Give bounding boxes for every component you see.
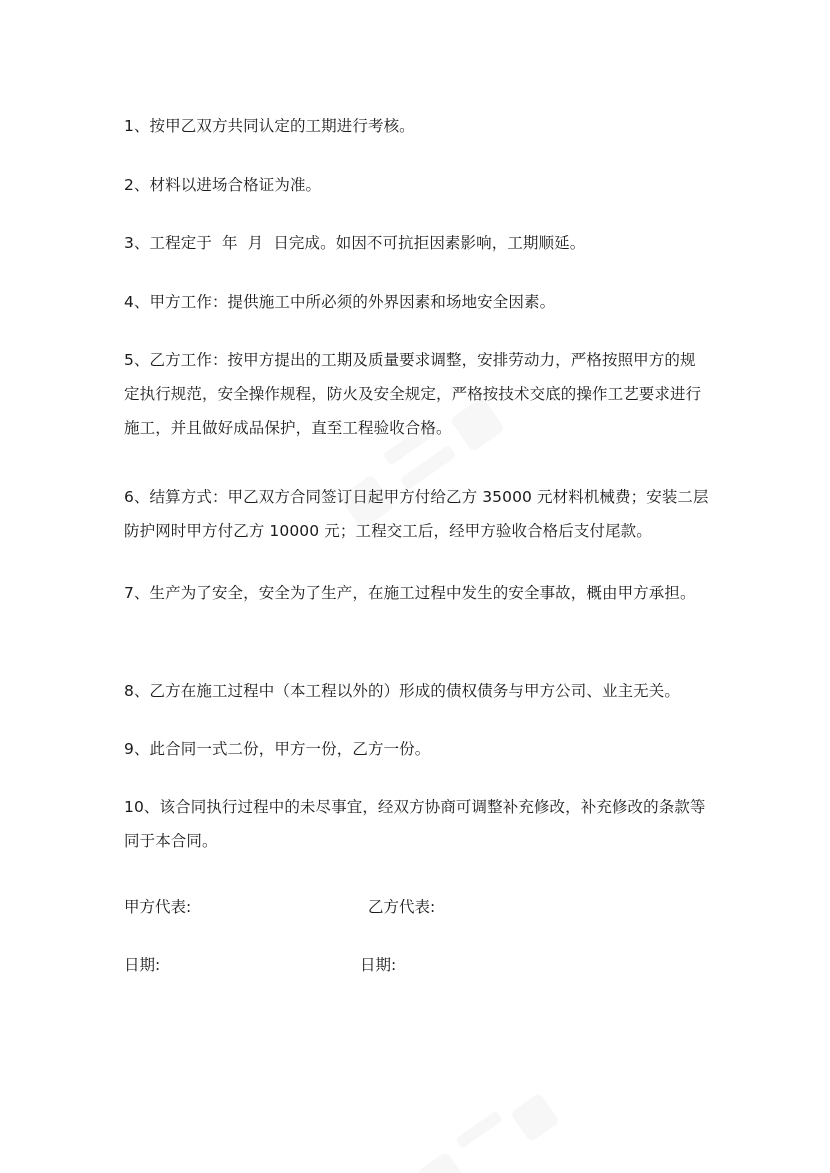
party-b-date-label: 日期: [360, 956, 397, 974]
clause-2: 2、材料以进场合格证为准。 [124, 176, 322, 194]
clause-8: 8、乙方在施工过程中（本工程以外的）形成的债权债务与甲方公司、业主无关。 [124, 682, 680, 700]
clause-7: 7、生产为了安全，安全为了生产，在施工过程中发生的安全事故，概由甲方承担。 [124, 584, 696, 602]
clause-10: 10、该合同执行过程中的未尽事宜，经双方协商可调整补充修改，补充修改的条款等同于本合同。 [124, 798, 706, 850]
clause-4: 4、甲方工作：提供施工中所必须的外界因素和场地安全因素。 [124, 293, 556, 311]
clause-9: 9、此合同一式二份，甲方一份，乙方一份。 [124, 740, 431, 758]
clause-5: 5、乙方工作：按甲方提出的工期及质量要求调整，安排劳动力，严格按照甲方的规定执行规范，安全操作规程，防火及安全规定，严格按技术交底的操作工艺要求进行施工，并且做好成品保护，直至工程验收合格。 [124, 351, 702, 437]
clause-3: 3、工程定于 年 月 日完成。如因不可抗拒因素影响，工期顺延。 [124, 234, 586, 252]
clause-6: 6、结算方式：甲乙双方合同签订日起甲方付给乙方 35000 元材料机械费；安装二层防护网时甲方付乙方 10000 元；工程交工后，经甲方验收合格后支付尾款。 [124, 488, 709, 540]
party-a-date-label: 日期: [124, 956, 161, 974]
party-a-representative-label: 甲方代表: [124, 898, 192, 916]
watermark-graphic-bottom [380, 1080, 580, 1173]
party-b-representative-label: 乙方代表: [368, 898, 436, 916]
clause-1: 1、按甲乙双方共同认定的工期进行考核。 [124, 117, 415, 135]
